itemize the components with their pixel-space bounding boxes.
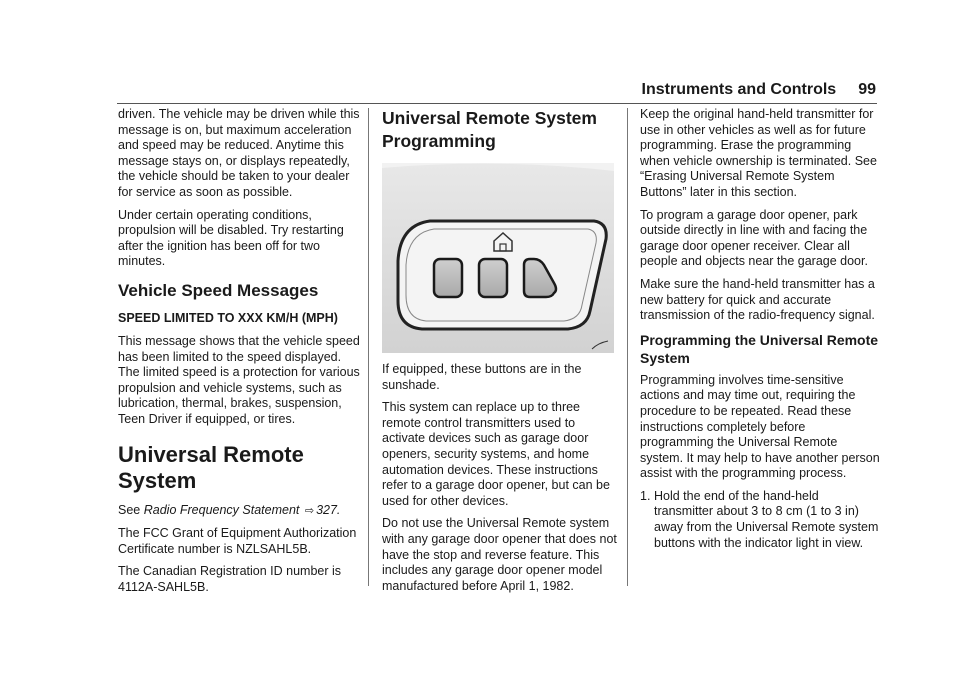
paragraph: This message shows that the vehicle speed has been limited to the speed displayed. The limited speed is a protection for various propulsion and vehicle systems, such as lubrication, thermal, brakes, suspension, Teen Driver if equipped, or tires.: [118, 333, 360, 426]
paragraph: Do not use the Universal Remote system with any garage door opener that does not have the stop and reverse feature. This includes any garage door opener model manufactured before April 1, 1982.: [382, 516, 617, 593]
heading-universal-remote-system: Universal Remote System: [118, 441, 304, 493]
sunshade-buttons-figure: [382, 163, 614, 353]
paragraph: driven. The vehicle may be driven while this message is on, but maximum acceleration and speed may be reduced. Anytime this message stays on, or displays repeatedly, the vehicle should be taken to your dealer for service as soon as possible.: [118, 107, 360, 199]
header-rule: [117, 103, 877, 104]
see-reference: See Radio Frequency Statement ⇨ 327.: [118, 502, 341, 517]
universal-remote-buttons-illustration: [382, 163, 614, 353]
page-number: 99: [858, 81, 876, 98]
step-text: Hold the end of the hand-held transmitter about 3 to 8 cm (1 to 3 in) away from the Universal Remote system buttons with the indicator light in view.: [654, 488, 879, 550]
step-number: 1.: [640, 488, 651, 503]
paragraph: If equipped, these buttons are in the sunshade.: [382, 362, 582, 392]
paragraph: Make sure the hand-held transmitter has a new battery for quick and accurate transmission of the radio-frequency signal.: [640, 276, 875, 323]
xref-page[interactable]: 327.: [316, 502, 341, 517]
section-title: Instruments and Controls: [641, 81, 837, 98]
paragraph: The Canadian Registration ID number is 4112A-SAHL5B.: [118, 564, 342, 594]
column-divider-1: [368, 108, 369, 586]
heading-programming: Universal Remote System Programming: [382, 108, 597, 151]
heading-programming-universal-remote: Programming the Universal Remote System: [640, 331, 879, 366]
paragraph: Programming involves time-sensitive actions and may time out, requiring the procedure to be repeated. Read these instructions completely before programming the Universal Remote system. It may help to have another person assist with the programming process.: [640, 372, 880, 481]
paragraph: The FCC Grant of Equipment Authorization Certificate number is NZLSAHL5B.: [118, 526, 357, 556]
column-2: [382, 107, 618, 601]
paragraph: Keep the original hand-held transmitter for use in other vehicles as well as for future programming. Erase the programming when vehicle ownership is terminated. See “Erasing Universal Remote System Buttons” later in this section.: [640, 107, 877, 199]
xref-arrow-icon: ⇨: [304, 504, 315, 517]
remote-button-1: [434, 259, 462, 297]
xref-link[interactable]: Radio Frequency Statement: [143, 502, 300, 517]
paragraph: Under certain operating conditions, propulsion will be disabled. Try restarting after the ignition has been off for two minutes.: [118, 207, 344, 269]
paragraph: To program a garage door opener, park outside directly in line with and facing the garage door opener receiver. Clear all people and objects near the garage door.: [640, 207, 868, 269]
heading-vehicle-speed-messages: Vehicle Speed Messages: [118, 280, 319, 300]
remote-button-2: [479, 259, 507, 297]
page-header: [628, 81, 876, 99]
step-1: [640, 489, 880, 551]
column-3: [640, 107, 880, 551]
paragraph: This system can replace up to three remote control transmitters used to activate devices such as garage door openers, security systems, and home automation devices. These instructions refer to a garage door opener, but can be used for other devices.: [382, 400, 610, 508]
column-divider-2: [627, 108, 628, 586]
column-1: [118, 107, 362, 602]
heading-speed-limited: SPEED LIMITED TO XXX KM/H (MPH): [118, 310, 338, 325]
